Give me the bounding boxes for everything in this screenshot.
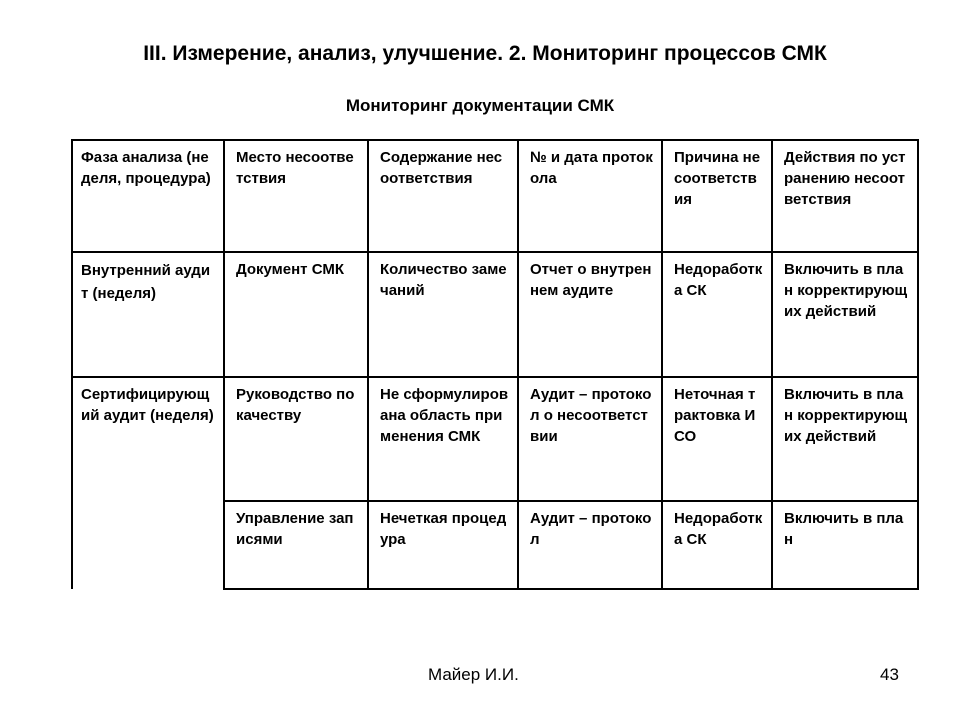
header-cell: Место несоответствия	[224, 140, 368, 252]
table-row	[72, 252, 918, 377]
table-cell: Документ СМК	[224, 252, 368, 377]
table-cell: Управление записями	[224, 501, 368, 589]
table-cell: Включить в план	[772, 501, 918, 589]
table-cell: Включить в план корректирующих действий	[772, 252, 918, 377]
header-cell: № и дата протокола	[518, 140, 662, 252]
phase-cell: Внутренний аудит (неделя)	[72, 252, 224, 377]
table-cell: Нечеткая процедура	[368, 501, 518, 589]
table-row	[72, 377, 918, 501]
table-cell: Количество замечаний	[368, 252, 518, 377]
table-cell: Аудит – протокол	[518, 501, 662, 589]
header-cell: Действия по устранению несоответствия	[772, 140, 918, 252]
slide-subtitle: Мониторинг документации СМК	[345, 96, 615, 115]
header-cell: Содержание несоответствия	[368, 140, 518, 252]
header-cell: Фаза анализа (неделя, процедура)	[72, 140, 224, 252]
table-cell: Недоработка СК	[662, 252, 772, 377]
table-cell: Отчет о внутреннем аудите	[518, 252, 662, 377]
table-cell: Руководство по качеству	[224, 377, 368, 501]
table-cell: Неточная трактовка ИСО	[662, 377, 772, 501]
header-cell: Причина несоответствия	[662, 140, 772, 252]
phase-cell: Сертифицирующий аудит (неделя)	[72, 377, 224, 589]
table-cell: Включить в план корректирующих действий	[772, 377, 918, 501]
table-cell: Аудит – протокол о несоответствии	[518, 377, 662, 501]
slide-title: III. Измерение, анализ, улучшение. 2. Мониторинг процессов СМК	[143, 42, 827, 65]
table-cell: Недоработка СК	[662, 501, 772, 589]
monitoring-table	[71, 139, 919, 590]
table-cell: Не сформулирована область применения СМК	[368, 377, 518, 501]
footer-author: Майер И.И.	[428, 665, 519, 684]
page-number: 43	[880, 665, 899, 684]
table-header-row	[72, 140, 918, 252]
